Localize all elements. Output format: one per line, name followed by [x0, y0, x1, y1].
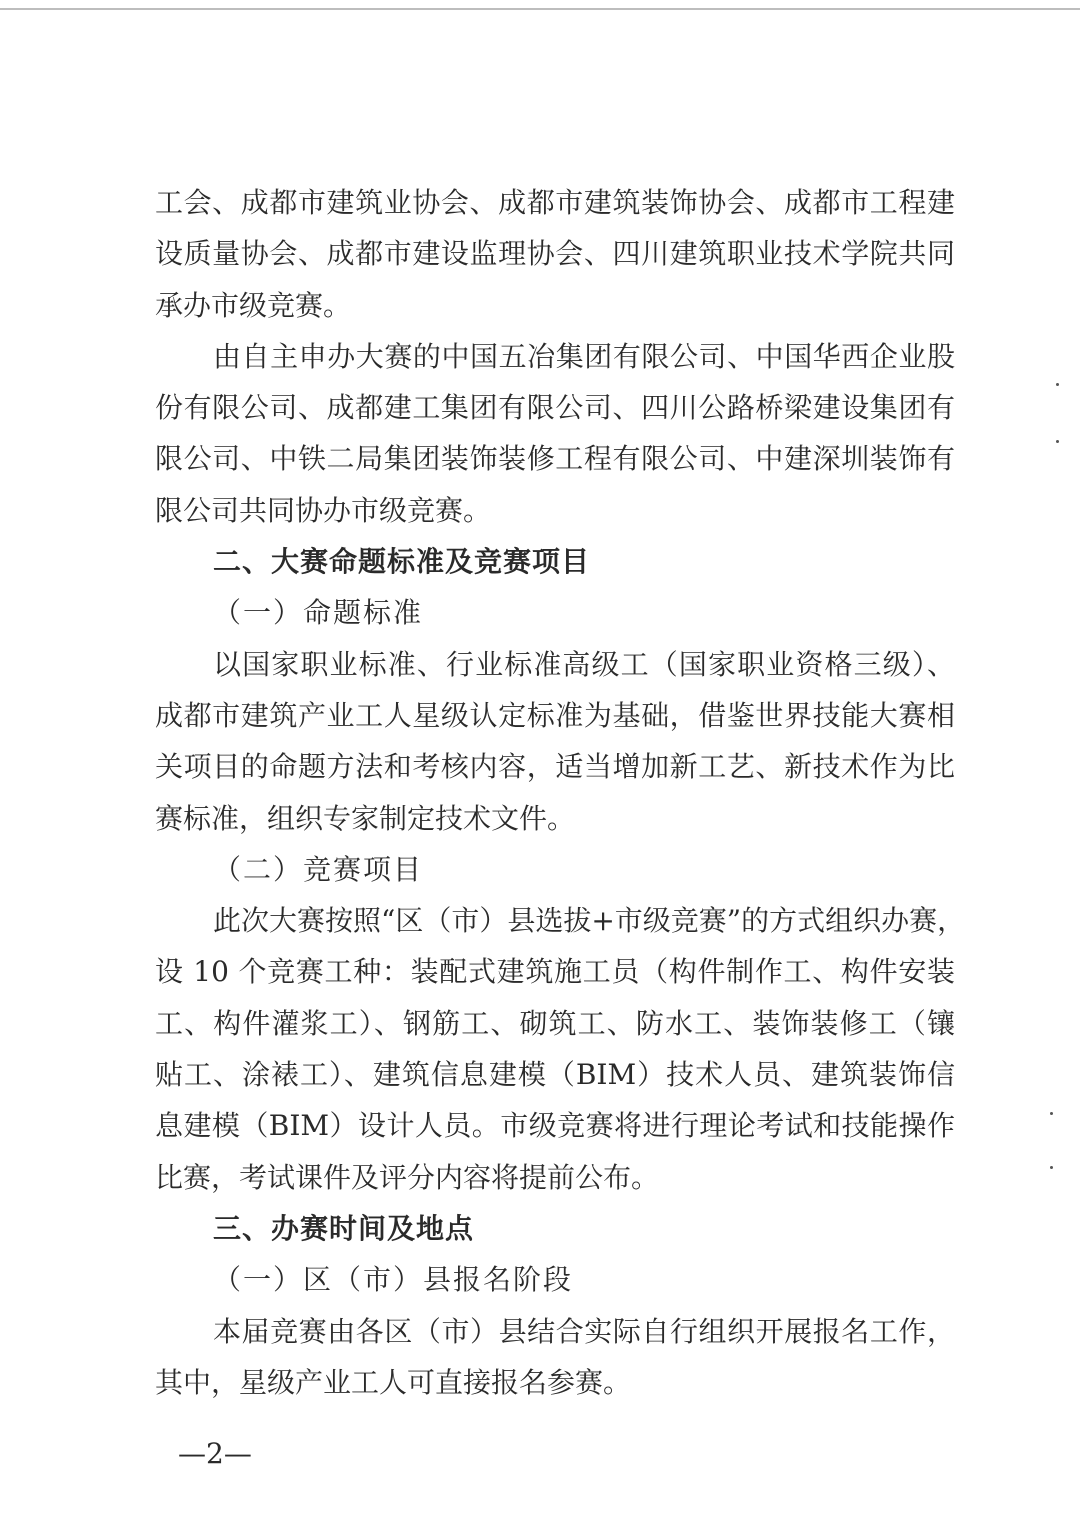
section-heading: 二、大赛命题标准及竞赛项目: [213, 545, 591, 579]
text-line: 关项目的命题方法和考核内容，适当增加新工艺、新技术作为比: [155, 750, 955, 784]
page-number: —2—: [178, 1437, 252, 1470]
scan-speck: [1056, 440, 1059, 443]
document-body: [155, 177, 966, 1408]
text-line: 限公司、中铁二局集团装饰装修工程有限公司、中建深圳装饰有: [155, 442, 955, 476]
text-line: 承办市级竞赛。: [155, 288, 352, 322]
text-line: 设质量协会、成都市建设监理协会、四川建筑职业技术学院共同: [155, 237, 955, 271]
text-line: 其中，星级产业工人可直接报名参赛。: [155, 1365, 632, 1399]
scan-speck: [1050, 1166, 1053, 1169]
subsection-heading: （二）竞赛项目: [213, 852, 424, 886]
section-heading: 三、办赛时间及地点: [213, 1211, 475, 1245]
scan-speck: [1050, 1112, 1053, 1115]
paragraph-organizers: [155, 177, 955, 331]
text-line: 工会、成都市建筑业协会、成都市建筑装饰协会、成都市工程建: [155, 186, 955, 219]
text-line: 息建模（BIM）设计人员。市级竞赛将进行理论考试和技能操作: [155, 1109, 955, 1143]
text-line: 比赛，考试课件及评分内容将提前公布。: [155, 1160, 660, 1194]
text-line: 贴工、涂裱工）、建筑信息建模（BIM）技术人员、建筑装饰信: [155, 1058, 955, 1092]
subsection-heading: （一）命题标准: [213, 596, 424, 630]
subsection-heading: （一）区（市）县报名阶段: [213, 1263, 574, 1297]
text-line: 工、构件灌浆工）、钢筋工、砌筑工、防水工、装饰装修工（镶: [155, 1006, 955, 1040]
text-line: 本届竞赛由各区（市）县结合实际自行组织开展报名工作，: [213, 1314, 955, 1348]
text-line: 由自主申办大赛的中国五冶集团有限公司、中国华西企业股: [213, 339, 955, 373]
text-line: 设 10 个竞赛工种：装配式建筑施工员（构件制作工、构件安装: [155, 955, 955, 989]
paragraph-co-organizers: [155, 331, 955, 536]
paragraph-standards: [155, 639, 955, 844]
text-line: 成都市建筑产业工人星级认定标准为基础，借鉴世界技能大赛相: [155, 698, 955, 732]
scan-top-edge: [0, 8, 1080, 10]
text-line: 份有限公司、成都建工集团有限公司、四川公路桥梁建设集团有: [155, 391, 955, 425]
paragraph-events: [155, 895, 966, 1203]
paragraph-registration: [155, 1306, 955, 1409]
text-line: 此次大赛按照“区（市）县选拔+市级竞赛”的方式组织办赛，: [213, 904, 966, 938]
text-line: 赛标准，组织专家制定技术文件。: [155, 801, 576, 835]
text-line: 限公司共同协办市级竞赛。: [155, 493, 492, 527]
scan-speck: [1056, 383, 1059, 386]
text-line: 以国家职业标准、行业标准高级工（国家职业资格三级）、: [213, 647, 955, 681]
